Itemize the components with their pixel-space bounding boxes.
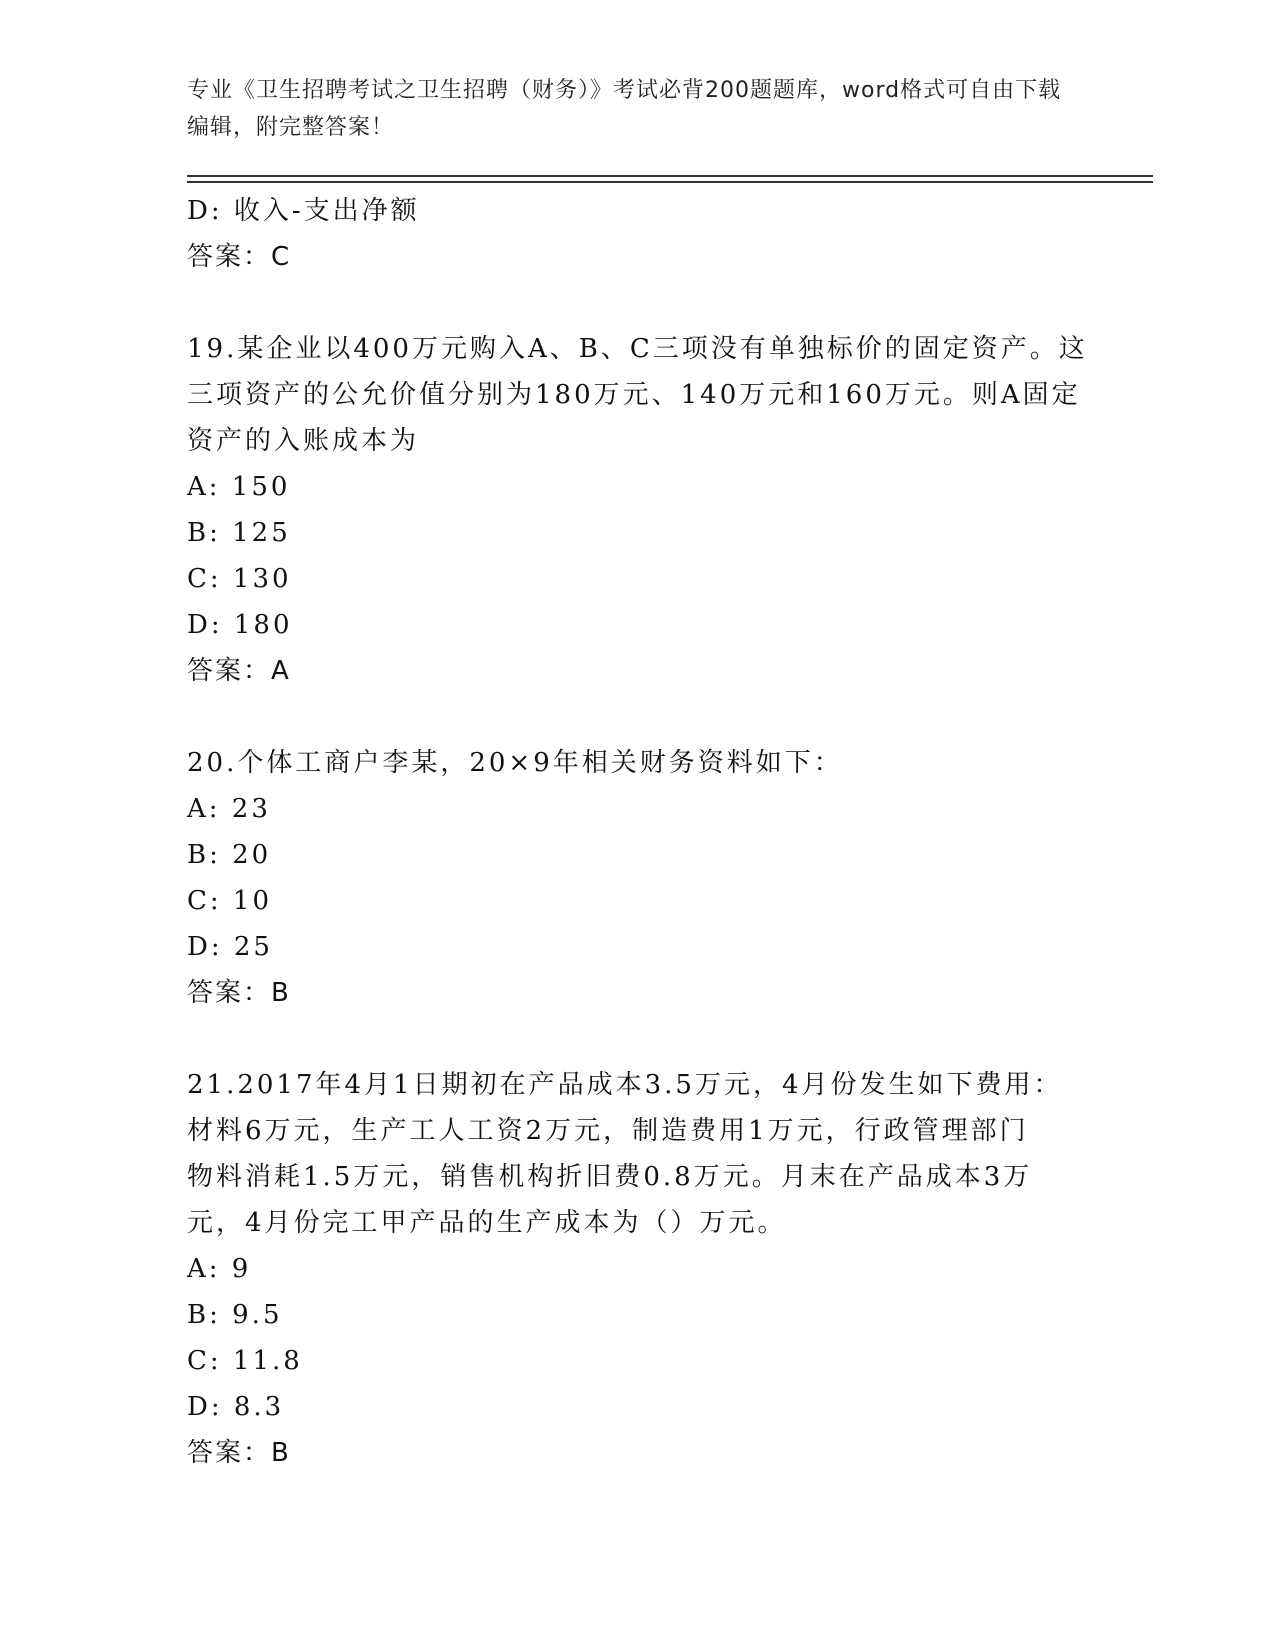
- option-d: D: 8.3: [187, 1392, 285, 1422]
- option-a: A: 9: [187, 1254, 252, 1284]
- question-text-line: 元，4月份完工甲产品的生产成本为（）万元。: [187, 1208, 787, 1238]
- spacer: [187, 694, 1087, 740]
- question-block: [187, 740, 1087, 1016]
- question-text-line: 材料6万元，生产工人工资2万元，制造费用1万元，行政管理部门: [187, 1116, 1029, 1146]
- answer-line: 答案：C: [187, 242, 292, 272]
- spacer: [187, 280, 1087, 326]
- option-a: A: 150: [187, 472, 291, 502]
- question-text-line: 20.个体工商户李某，20×9年相关财务资料如下：: [187, 748, 843, 778]
- header-divider-top: [187, 175, 1153, 177]
- answer-line: 答案：B: [187, 978, 291, 1008]
- option-c: C: 130: [187, 564, 292, 594]
- answer-line: 答案：B: [187, 1438, 291, 1468]
- question-block: [187, 1062, 1087, 1476]
- option-a: A: 23: [187, 794, 271, 824]
- question-text-line: 物料消耗1.5万元，销售机构折旧费0.8万元。月末在产品成本3万: [187, 1162, 1033, 1192]
- option-c: C: 10: [187, 886, 273, 916]
- option-b: B: 20: [187, 840, 272, 870]
- document-header: 专业《卫生招聘考试之卫生招聘（财务）》考试必背200题题库，word格式可自由下载编辑，附完整答案！: [187, 78, 1062, 140]
- option-c: C: 11.8: [187, 1346, 303, 1376]
- option-b: B: 125: [187, 518, 291, 548]
- option-d: D: 25: [187, 932, 273, 962]
- question-text-line: 三项资产的公允价值分别为180万元、140万元和160万元。则A固定: [187, 380, 1081, 410]
- question-block: [187, 326, 1087, 694]
- header-divider-bottom: [187, 181, 1153, 183]
- answer-line: 答案：A: [187, 656, 291, 686]
- document-body: [187, 188, 1087, 1476]
- question-text-line: 19.某企业以400万元购入A、B、C三项没有单独标价的固定资产。这: [187, 334, 1088, 364]
- option-d: D: 收入-支出净额: [187, 196, 420, 226]
- question-text-line: 资产的入账成本为: [187, 426, 420, 456]
- option-b: B: 9.5: [187, 1300, 283, 1330]
- question-text-line: 21.2017年4月1日期初在产品成本3.5万元，4月份发生如下费用：: [187, 1070, 1063, 1100]
- spacer: [187, 1016, 1087, 1062]
- option-d: D: 180: [187, 610, 293, 640]
